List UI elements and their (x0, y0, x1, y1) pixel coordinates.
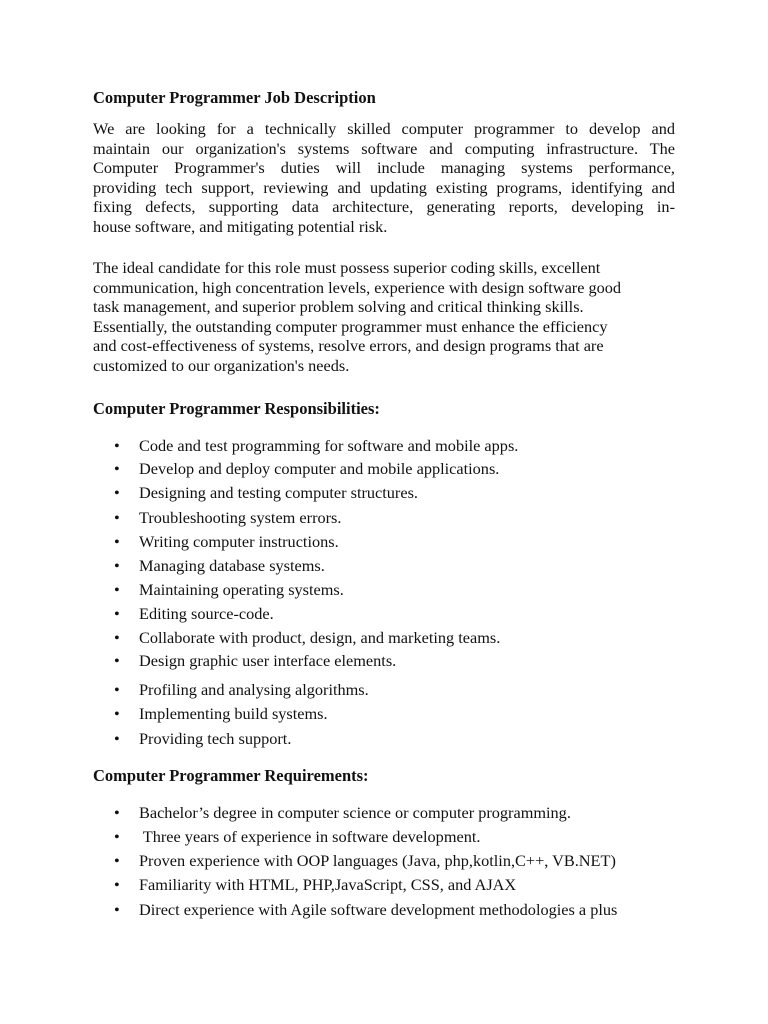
bullet-icon: • (114, 580, 120, 599)
page-title: Computer Programmer Job Description (93, 88, 376, 107)
bullet-icon: • (114, 459, 120, 478)
paragraph-line: Essentially, the outstanding computer programmer must enhance the efficiency (93, 316, 608, 336)
list-item-text: Direct experience with Agile software development methodologies a plus (139, 900, 618, 919)
list-item-text: Managing database systems. (139, 556, 325, 575)
bullet-icon: • (114, 628, 120, 647)
bullet-icon: • (114, 900, 120, 919)
bullet-icon: • (114, 827, 120, 846)
list-item-text: Collaborate with product, design, and marketing teams. (139, 628, 501, 647)
bullet-icon: • (114, 651, 120, 670)
list-item-text: Proven experience with OOP languages (Java, php,kotlin,C++, VB.NET) (139, 851, 616, 870)
list-item (114, 628, 500, 648)
bullet-icon: • (114, 483, 120, 502)
list-item-text: Maintaining operating systems. (139, 580, 344, 599)
paragraph-line: fixing defects, supporting data architecture, generating reports, developing in- (93, 197, 675, 216)
bullet-icon: • (114, 604, 120, 623)
list-item (114, 704, 328, 724)
paragraph-line: maintain our organization's systems software and computing infrastructure. The (93, 138, 675, 158)
bullet-icon: • (114, 556, 120, 575)
list-item (114, 459, 499, 479)
list-item (114, 532, 339, 552)
list-item (114, 580, 344, 600)
list-item-text: Designing and testing computer structures. (139, 483, 418, 502)
paragraph-line: communication, high concentration levels, experience with design software good (93, 277, 622, 297)
paragraph-line: house software, and mitigating potential risk. (93, 216, 388, 236)
list-item (114, 436, 518, 456)
requirements-heading: Computer Programmer Requirements: (93, 766, 369, 785)
bullet-icon: • (114, 875, 120, 894)
bullet-icon: • (114, 851, 120, 870)
paragraph-line: task management, and superior problem solving and critical thinking skills. (93, 297, 584, 317)
bullet-icon: • (114, 508, 120, 527)
list-item (114, 556, 325, 576)
paragraph-line: We are looking for a technically skilled computer programmer to develop and (93, 119, 675, 138)
list-item (114, 827, 480, 847)
list-item-text: Develop and deploy computer and mobile applications. (139, 459, 500, 478)
list-item-text: Writing computer instructions. (139, 532, 339, 551)
list-item-text: Familiarity with HTML, PHP,JavaScript, CSS, and AJAX (139, 875, 517, 894)
list-item (114, 851, 616, 871)
list-item (114, 651, 396, 671)
list-item (114, 508, 341, 528)
list-item (114, 803, 571, 823)
bullet-icon: • (114, 680, 120, 699)
bullet-icon: • (114, 729, 120, 748)
list-item-text: Providing tech support. (139, 729, 292, 748)
bullet-icon: • (114, 803, 120, 822)
list-item (114, 729, 291, 749)
list-item-text: Editing source-code. (139, 604, 274, 623)
list-item-text: Troubleshooting system errors. (139, 508, 342, 527)
paragraph-line: and cost-effectiveness of systems, resolve errors, and design programs that are (93, 336, 604, 356)
list-item (114, 483, 418, 503)
list-item (114, 875, 516, 895)
paragraph-line: providing tech support, reviewing and updating existing programs, identifying and (93, 177, 675, 197)
list-item-text: Bachelor’s degree in computer science or computer programming. (139, 803, 571, 822)
paragraph-line: The ideal candidate for this role must possess superior coding skills, excellent (93, 258, 601, 277)
list-item (114, 604, 274, 624)
bullet-icon: • (114, 532, 120, 551)
paragraph-line: customized to our organization's needs. (93, 356, 350, 375)
bullet-icon: • (114, 436, 120, 455)
responsibilities-heading: Computer Programmer Responsibilities: (93, 399, 380, 418)
list-item (114, 900, 617, 920)
list-item-text: Design graphic user interface elements. (139, 651, 397, 670)
paragraph-line: Computer Programmer's duties will include managing systems performance, (93, 158, 675, 177)
bullet-icon: • (114, 704, 120, 723)
list-item-text: Three years of experience in software development. (139, 827, 481, 846)
list-item (114, 680, 369, 700)
list-item-text: Code and test programming for software and mobile apps. (139, 436, 519, 455)
list-item-text: Profiling and analysing algorithms. (139, 680, 369, 699)
list-item-text: Implementing build systems. (139, 704, 328, 723)
